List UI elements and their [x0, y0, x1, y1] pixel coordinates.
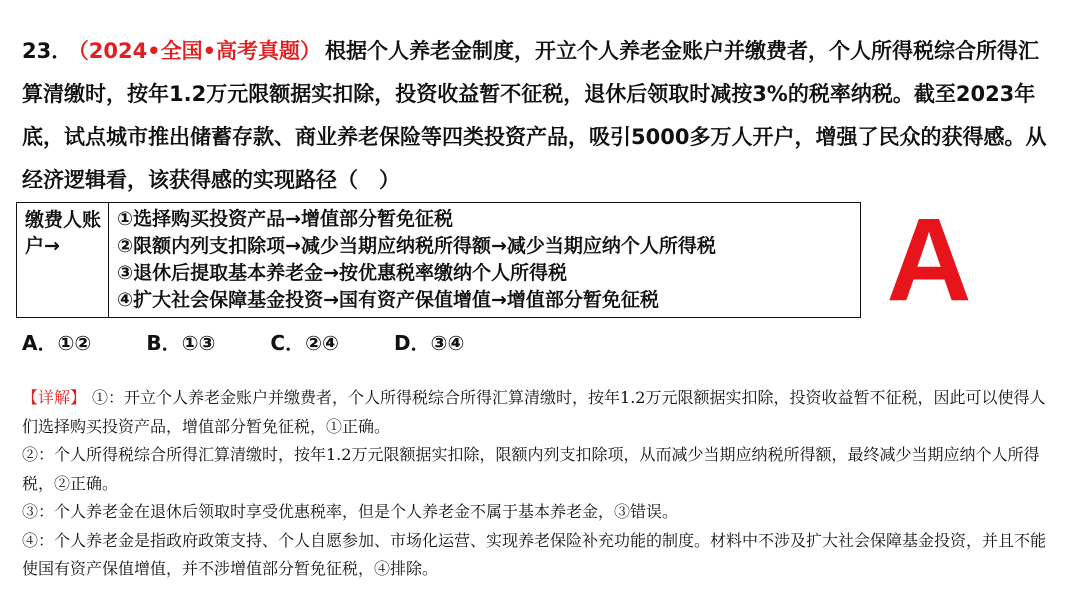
option-c: C．②④ [270, 331, 339, 355]
detail-paragraph-4: ④：个人养老金是指政府政策支持、个人自愿参加、市场化运营、实现养老保险补充功能的制度。材料中不涉及扩大社会保障基金投资，并且不能使国有资产保值增值，并不涉增值部分暂免征税，④排除。 [22, 530, 1047, 578]
answer-options [22, 328, 512, 358]
detail-text-1: ①：开立个人养老金账户并缴费者，个人所得税综合所得汇算清缴时，按年1.2万元限额据实扣除，投资收益暂不征税，因此可以使得人们选择购买投资产品，增值部分暂免征税，①正确。 [22, 388, 1046, 436]
question-source: （2024•全国•高考真题） [78, 39, 322, 63]
path-box-label: 缴费人账户→ [17, 203, 109, 317]
option-a: A．①② [22, 331, 92, 355]
path-box-items [109, 203, 716, 317]
path-item-2: ②限额内列支扣除项→减少当期应纳税所得额→减少当期应纳个人所得税 [117, 235, 716, 257]
detail-explanation [22, 384, 1052, 584]
question-stem: 根据个人养老金制度，开立个人养老金账户并缴费者，个人所得税综合所得汇算清缴时，按年1.2万元限额据实扣除，投资收益暂不征税，退休后领取时减按3%的税率纳税。截至2023年底，试点城市推出储蓄存款、商业养老保险等四类投资产品，吸引5000多万人开户，增强了民众的获得感。从经济逻辑看，该获得感的实现路径（ ） [22, 39, 1047, 192]
detail-paragraph-2: ②：个人所得税综合所得汇算清缴时，按年1.2万元限额据实扣除，限额内列支扣除项，从而减少当期应纳税所得额，最终减少当期应纳个人所得税，②正确。 [22, 445, 1040, 493]
detail-paragraph-3: ③：个人养老金在退休后领取时享受优惠税率，但是个人养老金不属于基本养老金，③错误。 [22, 502, 679, 521]
answer-mark: A [886, 194, 972, 326]
path-item-1: ①选择购买投资产品→增值部分暂免征税 [117, 208, 454, 230]
option-b: B．①③ [146, 331, 216, 355]
detail-paragraph-1 [22, 384, 1052, 441]
option-d: D．③④ [393, 331, 465, 355]
question-text [22, 30, 1058, 202]
path-box [16, 202, 861, 318]
question-number: 23． [22, 39, 73, 63]
path-item-3: ③退休后提取基本养老金→按优惠税率缴纳个人所得税 [117, 262, 568, 284]
detail-tag: 【详解】 [22, 388, 87, 407]
path-item-4: ④扩大社会保障基金投资→国有资产保值增值→增值部分暂免征税 [117, 289, 659, 311]
